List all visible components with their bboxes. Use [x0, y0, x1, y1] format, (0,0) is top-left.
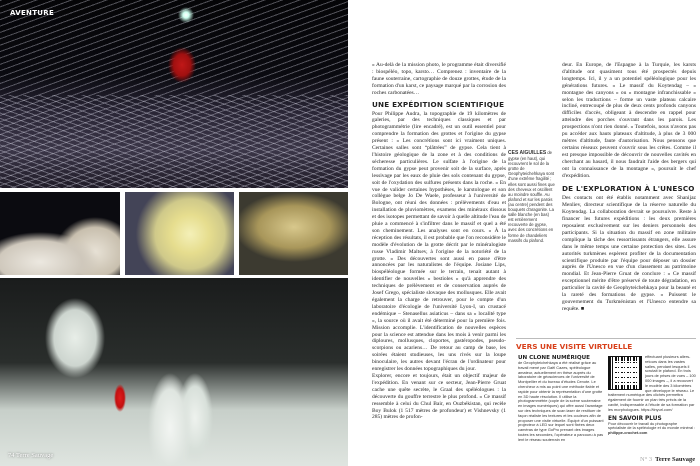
paragraph: Des contacts ont été établis notamment avec Shanijaz Menliev, directeur scientifique de la réserve naturelle du Koytendag. La collaboration devrait se poursuivre. Reste à financer les futures expéditions : les deux premières reposaient exclusivement sur les deniers personnels des participants. Si la situation du massif en zone militaire complique la tâche des ressortissants étrangers, elle assure dans le même temps une certaine protection des sites. Les autorités turkmènes espèrent profiter de la documentation scientifique produite par l'équipe pour déposer un dossier auprès de l'Unesco en vue d'un classement au patrimoine mondial. Et Jean-Pierre Gruat de conclure : « Ce massif exceptionnel mérite d'être préservé de toute dégradation, en particulier la cavité de Geophyteichehkaya pour la beauté et la rareté des formations de gypse. » Puissent le gouvernement du Turkménistan et l'Unesco entendre sa requête. ■	[562, 195, 696, 312]
page-folio-left: 74 Terre Sauvage	[8, 452, 54, 459]
issue-number: N° 3	[640, 456, 653, 463]
box-heading: VERS UNE VISITE VIRTUELLE	[516, 342, 633, 351]
section-label: AVENTURE	[10, 9, 55, 17]
photographer-link[interactable]: philippe-crochet.com	[608, 430, 648, 436]
box-text: de Geophyteichehkaya a été réalisé grâce au travail mené par Gaël Cazes, spéléologue amateur, actuellement en thèse auprès du laboratoire de géosciences de l'université de Montpellier et du bureau d'études Cenote. Le chercheur a mis au point une méthode fiable et rapide pour obtenir la représentation d'une grotte en 3D haute résolution. Il utilise la photogrammétrie (copie de la scène souterraine en images numériques) qui offre aussi l'avantage sur des techniques de scan laser de restituer de façon réaliste les textures et les couleurs afin de proposer une visite virtuelle. Équipé d'un puissant projecteur à LED sur lequel sont fixées deux caméras de type GoPro prenant des images toutes les secondes, l'opérateur a parcouru à pas lent le réseau souterrain en	[518, 360, 604, 442]
more-info-heading: EN SAVOIR PLUS	[608, 415, 662, 422]
photo-cave-gypsum-needles	[0, 0, 348, 188]
heading-scientific-expedition: UNE EXPÉDITION SCIENTIFIQUE	[372, 99, 505, 109]
photo-caption	[508, 150, 555, 243]
box-column-2	[608, 355, 696, 436]
photo-gypsum-crystals	[0, 192, 120, 275]
photo-aragonite-bouquet	[125, 192, 234, 275]
paragraph: Explorer, encore et toujours, était un objectif majeur de l'expédition. En venant sur ce secteur, Jean-Pierre Gruat cache une quête secrète, le Graal des spéléologues : la découverte du gouffre terrestre le plus profond. « Ce massif ressemble à celui du Chul Bair, en Ouzbékistan, qui recèle Boy Bulok (1 517 mètres de profondeur) et Vishnevsky (1 285) mètres de profon-	[372, 372, 506, 421]
paragraph: Pour Philippe Audra, la topographie de 19 kilomètres de galeries, par des techniques classiques et par photogrammétrie (lire encadré), est un outil essentiel pour comprendre la formation des grottes et l'origine du gypse présent : « Les concrétions sont ici vraiment uniques. Certaines salles sont “plâtrées” de gypse. Cela tient à l'histoire géologique de la zone et à des conditions de sécheresse particulières. Le sulfate à l'origine de la formation du gypse peut provenir soit de la surface, après lessivage par les eaux de pluie des sols contenant du gypse, soit de l'oxydation des sulfures présents dans la roche. » En vue de valider certaines hypothèses, le karstologue et son collègue belge Jo De Waele, professeur à l'université de Bologne, ont réuni des données : prélèvements d'eau et installation de pluviomètres, examens des minéraux dissous et des isotopes permettant de savoir à quelle altitude l'eau de pluie a commencé à s'infiltrer dans le massif et quel a été son cheminement. Les analyses sont en cours. « À la réception des résultats, il est probable que l'on reconsidère le modèle d'évolution de la grotte décrit par le minéralogiste russe Vladimir Maltsev, à l'origine de la notoriété de la grotte. » Des découvertes sont aussi en passe d'être annoncées par les naturalistes de l'équipe. Josiane Lips, biospéléologue formée sur le terrain, tenait autant à identifier de nouvelles « bestioles » qu'à apprendre des techniques de prélèvement et de conservation auprès de Josef Grego, spécialiste slovaque des mollusques. Elle avait également la charge de retrouver, pour le compte d'un laboratoire d'écologie de l'université Lyon-I, un crustacé endémique – Stenasellus asiaticus – dans sa « localité type », la source où il avait été déterminé pour la première fois. Mission accomplie. L'identification de nouvelles espèces pour la science est attendue dans les mois à venir parmi les diploures, mollusques, cloportes, gastéropodes, pseudo-scorpions ou acariens… De retour au camp de base, les soirées étaient studieuses, les uns rivés sur la loupe binoculaire, les autres devant l'écran de l'ordinateur pour enregistrer les données topographiques du jour.	[372, 110, 506, 373]
sidebar-virtual-visit	[516, 338, 696, 452]
page-folio-right	[640, 456, 695, 463]
box-column-1	[518, 355, 604, 443]
photo-gypsum-formations	[239, 192, 348, 275]
box-subheading: UN CLONE NUMÉRIQUE	[518, 355, 590, 361]
paragraph: deur. En Europe, de l'Espagne à la Turquie, les karsts d'altitude ont quasiment tous été prospectés depuis longtemps. Ici, il y a un potentiel spéléologique pour les générations futures. » Le massif du Koytendag – « montagne des canyons » ou « montagne infranchissable » selon les traductions – forme un vaste plateau calcaire incliné, entrecoupé de plus de deux cents profonds canyons difficiles d'accès, obligeant à descendre en rappel pour atteindre des porches s'ouvrant dans les parois. Les prospections n'ont rien donné. « Toutefois, nous n'avons pas pu accéder aux hauts plateaux d'altitude, à plus de 3 000 mètres d'altitude, faute d'autorisation. Nous pensons que certains réseaux peuvent s'ouvrir sous les crêtes. Comme il est presque impossible de découvrir de nouvelles cavités en cherchant au hasard, il nous faudrait l'aide des bergers qui ont la connaissance de la montagne », poursuit le chef d'expédition.	[562, 62, 696, 179]
more-info-text: Pour découvrir le travail du photographe spécialiste de la spéléologie et du monde minéral :	[608, 420, 696, 431]
photo-white-hall-caver	[0, 278, 348, 466]
box-text: effectuant plusieurs allers-retours dans les vastes salles, pendant lesquels il scrutait le plafond. En trois jours de prises de vues – 100 000 images –, il a recouvert le modèle des 3 kilomètres que développe le réseau. Le traitement numérique des clichés permettra également de fournir un plan très précis de la cavité, indispensable à l'étude de sa formation par les morphologues. https://tinyurl.com/	[608, 354, 696, 412]
qr-code-icon[interactable]	[608, 356, 642, 390]
heading-exploration-unesco: DE L'EXPLORATION À L'UNESCO	[562, 184, 695, 194]
caption-lead: CES AIGUILLES	[508, 150, 547, 156]
magazine-name: Terre Sauvage	[655, 456, 696, 463]
article-column-2	[562, 62, 696, 313]
caption-text: de gypse (en haut), qui recouvrent le sol de la grotte de Geophyteichehkaya sont d'une extrême fragilité ; elles sont aussi fines que des cheveux et oscillent au moindre souffle. Au plafond et sur les parois (au centre) pendent des bouquets d'aragonite. La salle blanche (en bas) est entièrement recouverte de gypse, avec des concrétions en forme de chandeliers massifs du plafond.	[508, 150, 555, 243]
article-column-1	[372, 62, 506, 421]
intro-paragraph: » Au-delà de la mission photo, le programme était diversifié : biospéléo, topo, karsto… Comprenez : inventaire de la faune souterraine, cartographie de douze grottes, étude de la formation d'un karst, ce paysage marqué par la corrosion des roches carbonatées…	[372, 62, 506, 96]
